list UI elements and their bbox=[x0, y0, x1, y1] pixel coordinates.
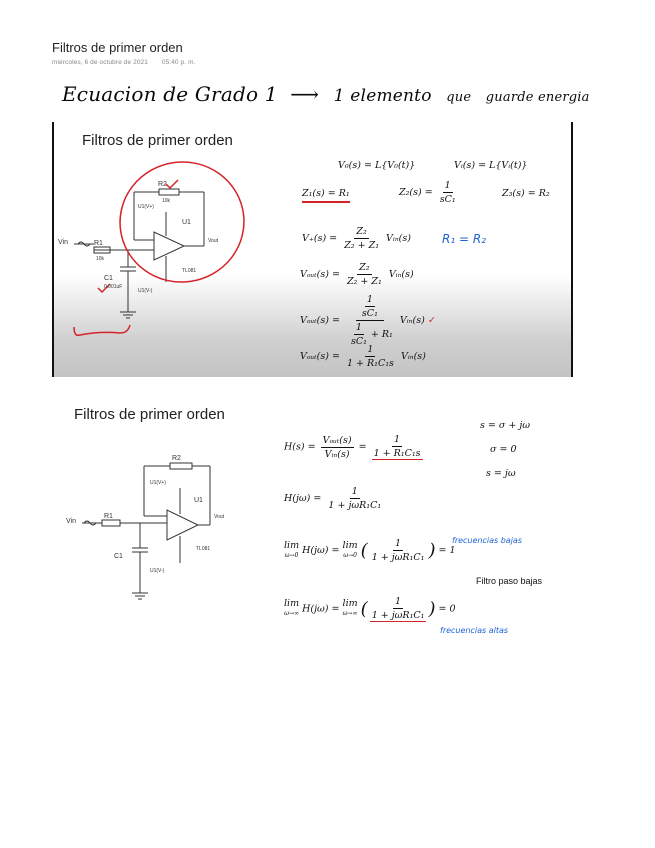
eq-vout-3 bbox=[300, 344, 426, 369]
eq-vout-3-tail: Vᵢₙ(s) bbox=[400, 351, 426, 362]
lim-high-1-word: lim bbox=[284, 598, 300, 609]
eq-hs-num: Vₒᵤₜ(s) bbox=[322, 434, 352, 446]
eq-lim-high-den: 1 + jωR₁C₁ bbox=[371, 610, 425, 621]
circuit-label-vcc: U1(V+) bbox=[138, 204, 154, 210]
eq-vout-2-frac bbox=[345, 294, 395, 347]
eq-hjw bbox=[284, 486, 385, 511]
check-mark: ✓ bbox=[427, 315, 436, 326]
circuit2-label-vee: U1(V-) bbox=[150, 568, 165, 574]
page-meta bbox=[52, 59, 196, 66]
lim-high-2 bbox=[343, 599, 358, 619]
circuit-diagram-1 bbox=[54, 162, 254, 377]
circuit-label-c1: C1 bbox=[104, 275, 113, 282]
eq-hjw-num: 1 bbox=[351, 486, 358, 497]
eq-vplus bbox=[302, 226, 411, 251]
eq-sigma: σ = 0 bbox=[490, 444, 517, 455]
eq-hs bbox=[284, 434, 425, 460]
eq-vout-2-den-sc1: sC₁ bbox=[350, 336, 367, 347]
eq-z1: Z₁(s) = R₁ bbox=[302, 188, 350, 203]
slide-screenshot-1 bbox=[52, 122, 573, 377]
page-title: Filtros de primer orden bbox=[52, 40, 183, 55]
eq-vout-2-num-inner bbox=[360, 294, 380, 319]
eq-hs-num2: 1 bbox=[394, 434, 401, 445]
circuit2-label-vcc: U1(V+) bbox=[150, 480, 166, 486]
lim-low-2 bbox=[343, 541, 358, 561]
eq-vi-laplace: Vᵢ(s) = L{Vᵢ(t)} bbox=[454, 160, 528, 171]
eq-vplus-lhs: V₊(s) = bbox=[302, 233, 338, 244]
eq-z2-lhs: Z₂(s) = bbox=[399, 187, 433, 198]
lim-low-1-sub: ω→0 bbox=[284, 551, 299, 559]
eq-z2-den: sC₁ bbox=[439, 194, 456, 205]
circuit-diagram-2 bbox=[52, 448, 252, 643]
eq-vout-1 bbox=[300, 262, 414, 287]
eq-lim-high-frac bbox=[370, 596, 427, 622]
eq-vplus-frac bbox=[342, 226, 381, 251]
eq-hjw-frac bbox=[326, 486, 383, 511]
eq-vout-3-num: 1 bbox=[367, 344, 374, 355]
circuit2-label-opamp: TL081 bbox=[196, 546, 211, 552]
eq-z2 bbox=[399, 180, 460, 205]
eq-hs-frac2 bbox=[372, 434, 423, 460]
eq-vout-2-num-one: 1 bbox=[366, 294, 373, 305]
circuit-label-r1-value: 10k bbox=[96, 256, 105, 262]
eq-s-def: s = σ + jω bbox=[480, 420, 531, 431]
eq-lim-high-h: H(jω) = bbox=[302, 603, 340, 615]
circuit-label-opamp: TL081 bbox=[182, 268, 197, 274]
lim-high-1-sub: ω→∞ bbox=[284, 610, 299, 617]
eq-vout-1-den: Z₂ + Z₁ bbox=[346, 276, 382, 287]
circuit-label-vee: U1(V-) bbox=[138, 288, 153, 294]
eq-hjw-den: 1 + jωR₁C₁ bbox=[328, 500, 382, 511]
page-time: 05:40 p. m. bbox=[161, 59, 196, 66]
eq-lim-low-num: 1 bbox=[395, 538, 402, 549]
eq-vout-2-num bbox=[356, 294, 384, 321]
eq-vout-2-lhs: Vₒᵤₜ(s) = bbox=[300, 315, 340, 326]
handwritten-note bbox=[62, 82, 590, 106]
eq-vout-3-lhs: Vₒᵤₜ(s) = bbox=[300, 351, 340, 362]
lim-low-1 bbox=[284, 541, 299, 561]
eq-z3: Z₃(s) = R₂ bbox=[502, 188, 550, 199]
circuit-label-c1-value: 0.001uF bbox=[104, 284, 123, 290]
slide1-heading: Filtros de primer orden bbox=[82, 132, 233, 149]
eq-lim-high-num: 1 bbox=[395, 596, 402, 607]
eq-hs-eq: = bbox=[358, 441, 367, 453]
eq-vplus-num: Z₂ bbox=[356, 226, 367, 237]
eq-vout-3-frac bbox=[345, 344, 396, 369]
lim-high-2-sub: ω→∞ bbox=[342, 610, 358, 617]
eq-vout-2-tail: Vᵢₙ(s) bbox=[399, 315, 425, 326]
circuit2-label-c1: C1 bbox=[114, 553, 123, 560]
hand-word-1: Ecuacion de Grado 1 bbox=[62, 82, 278, 106]
hand-word-4: guarde energia bbox=[485, 90, 590, 105]
eq-lim-low-res: = 1 bbox=[438, 545, 456, 556]
eq-vout-2-num-sc1: sC₁ bbox=[361, 308, 378, 319]
eq-vout-2-plus-r1: + R₁ bbox=[370, 329, 393, 340]
lim-high-1 bbox=[284, 599, 299, 619]
eq-vplus-den: Z₂ + Z₁ bbox=[344, 240, 380, 251]
lim-low-2-word: lim bbox=[342, 539, 358, 551]
eq-hs-den2: 1 + R₁C₁s bbox=[373, 448, 421, 459]
hand-word-2: 1 elemento bbox=[333, 86, 432, 106]
hand-word-3: que bbox=[446, 90, 472, 105]
lim-low-2-sub: ω→0 bbox=[343, 551, 357, 559]
circuit-label-r2: R2 bbox=[158, 181, 167, 188]
circuit-label-vin: Vin bbox=[58, 239, 68, 246]
eq-vplus-tail: Vᵢₙ(s) bbox=[386, 233, 411, 244]
eq-hs-lhs: H(s) = bbox=[284, 441, 316, 453]
eq-vout-3-den: 1 + R₁C₁s bbox=[346, 358, 394, 369]
lim-high-2-word: lim bbox=[342, 598, 358, 609]
filter-type-label: Filtro paso bajas bbox=[476, 576, 543, 586]
slide2-heading: Filtros de primer orden bbox=[74, 406, 225, 423]
eq-hjw-lhs: H(jω) = bbox=[284, 493, 322, 504]
eq-vout-1-lhs: Vₒᵤₜ(s) = bbox=[300, 269, 340, 280]
eq-lim-low-h: H(jω) = bbox=[302, 545, 340, 556]
circuit-label-r2-value: 10k bbox=[162, 198, 171, 204]
eq-s-jw: s = jω bbox=[486, 468, 516, 479]
circuit-label-r1: R1 bbox=[94, 240, 103, 247]
eq-lim-low-frac bbox=[370, 538, 427, 563]
eq-hs-frac bbox=[321, 435, 354, 460]
annotation-low-freq: frecuencias bajas bbox=[452, 536, 522, 545]
hand-arrow: ⟶ bbox=[290, 82, 320, 106]
circuit2-label-r2: R2 bbox=[172, 455, 181, 462]
circuit2-label-vout: Vout bbox=[214, 514, 225, 520]
lim-low-1-word: lim bbox=[284, 539, 300, 551]
circuit2-label-vin: Vin bbox=[66, 518, 76, 525]
eq-vout-1-num: Z₂ bbox=[359, 262, 370, 273]
eq-vout-2-den-one: 1 bbox=[355, 322, 362, 333]
circuit2-label-r1: R1 bbox=[104, 513, 113, 520]
circuit-label-u1: U1 bbox=[182, 219, 191, 226]
eq-hs-den: Vᵢₙ(s) bbox=[324, 448, 350, 460]
circuit2-label-u1: U1 bbox=[194, 497, 203, 504]
eq-lim-low-den: 1 + jωR₁C₁ bbox=[371, 552, 425, 563]
eq-lim-high: lim ω→∞ H(jω) = lim ω→∞ ( $\frac{1}{\text{1 + jωR₁C₁}}$ ) = 0 bbox=[284, 596, 456, 621]
eq-vout-1-tail: Vᵢₙ(s) bbox=[388, 269, 414, 280]
circuit-label-vout: Vout bbox=[208, 238, 219, 244]
eq-lim-low: lim ω→0 H(jω) = lim ω→0 ( $\frac{1}{\text{1 + jωR₁C₁}}$ ) = 1 bbox=[284, 538, 456, 563]
eq-vout-2 bbox=[300, 294, 436, 347]
annotation-high-freq: frecuencias altas bbox=[440, 626, 509, 635]
page-date: miércoles, 6 de octubre de 2021 bbox=[52, 59, 148, 66]
eq-vout-1-frac bbox=[345, 262, 384, 287]
eq-z2-num: 1 bbox=[444, 180, 451, 191]
annotation-r1-r2: R₁ = R₂ bbox=[442, 232, 486, 246]
eq-z2-frac bbox=[438, 180, 458, 205]
eq-lim-high-res: = 0 bbox=[438, 603, 456, 615]
eq-vo-laplace: V₀(s) = L{V₀(t)} bbox=[338, 160, 416, 171]
slide-screenshot-2 bbox=[52, 398, 569, 643]
